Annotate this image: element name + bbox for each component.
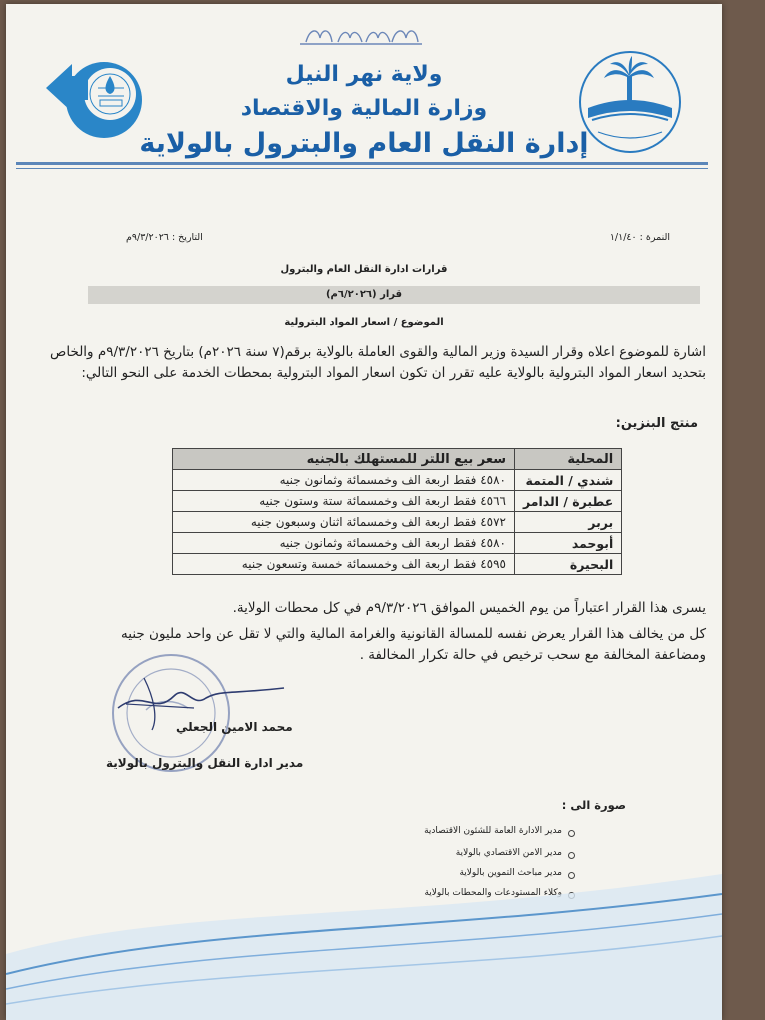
product-heading: منتج البنزين: (615, 416, 698, 431)
table-row (173, 533, 622, 554)
locality-cell: البحيرة (515, 554, 622, 575)
price-cell: ٤٥٨٠ فقط اربعة الف وخمسمائة وثمانون جنيه (173, 470, 515, 491)
cc-item: مدير مباحث التموين بالولاية (459, 868, 562, 878)
department-name: إدارة النقل العام والبترول بالولاية (139, 128, 589, 159)
footer-wave-decoration (6, 864, 722, 1020)
signatory-name: محمد الامين الجعلي (176, 720, 293, 734)
header-divider-thin (16, 168, 708, 169)
cc-item: مدير الادارة العامة للشئون الاقتصادية (424, 826, 562, 836)
cc-heading: صورة الى : (561, 798, 626, 812)
price-cell: ٤٥٨٠ فقط اربعة الف وخمسمائة وثمانون جنيه (173, 533, 515, 554)
table-row (173, 554, 622, 575)
price-table (172, 448, 622, 575)
locality-cell: بربر (515, 512, 622, 533)
document-page (6, 4, 722, 1020)
cc-bullet (568, 830, 575, 837)
price-cell: ٤٥٩٥ فقط اربعة الف وخمسمائة خمسة وتسعون جنيه (173, 554, 515, 575)
effective-date-line: يسرى هذا القرار اعتباراً من يوم الخميس الموافق ٩/٣/٢٠٢٦م في كل محطات الولاية. (232, 600, 706, 616)
column-header-price: سعر بيع اللتر للمستهلك بالجنيه (173, 449, 515, 470)
locality-cell: أبوحمد (515, 533, 622, 554)
table-row (173, 512, 622, 533)
decision-number: قرار (٦/٢٠٢٦م) (325, 289, 403, 300)
price-cell: ٤٥٦٦ فقط اربعة الف وخمسمائة ستة وستون جنيه (173, 491, 515, 512)
ornament-icon (296, 24, 426, 50)
cc-item: مدير الامن الاقتصادي بالولاية (455, 848, 562, 858)
reference-number: النمرة : ١/١/٤٠ (609, 232, 670, 243)
state-name: ولاية نهر النيل (285, 62, 443, 87)
document-date: التاريخ : ٩/٣/٢٠٢٦م (126, 232, 203, 243)
price-cell: ٤٥٧٢ فقط اربعة الف وخمسمائة اثنان وسبعون جنيه (173, 512, 515, 533)
subject-line: الموضوع / اسعار المواد البترولية (284, 317, 444, 328)
locality-cell: عطبرة / الدامر (515, 491, 622, 512)
penalty-line: كل من يخالف هذا القرار يعرض نفسه للمسالة القانونية والغرامة المالية والتي لا تقل عن واحد مليون جنيه ومضاعفة المخالفة مع سحب ترخيص في حالة تكرار المخالفة . (121, 626, 706, 663)
body-paragraph: اشارة للموضوع اعلاه وقرار السيدة وزير المالية والقوى العاملة بالولاية برقم(٧ سنة ٢٠٢٦م) بتاريخ ٩/٣/٢٠٢٦م والخاص بتحديد اسعار المواد البترولية بالولاية عليه تقرر ان تكون اسعار المواد البترولية بمحطات الخدمة على النحو التالي: (50, 344, 706, 381)
ministry-name: وزارة المالية والاقتصاد (240, 96, 488, 121)
table-row (173, 491, 622, 512)
column-header-locality: المحلية (515, 449, 622, 470)
table-header-row (173, 449, 622, 470)
header-divider (16, 162, 708, 165)
table-row (173, 470, 622, 491)
signatory-title: مدير ادارة النقل والبترول بالولاية (106, 756, 304, 770)
cc-bullet (568, 852, 575, 859)
locality-cell: شندي / المتمة (515, 470, 622, 491)
decisions-title: قرارات ادارة النقل العام والبترول (280, 264, 448, 275)
cc-item: وكلاء المستودعات والمحطات بالولاية (424, 888, 562, 898)
